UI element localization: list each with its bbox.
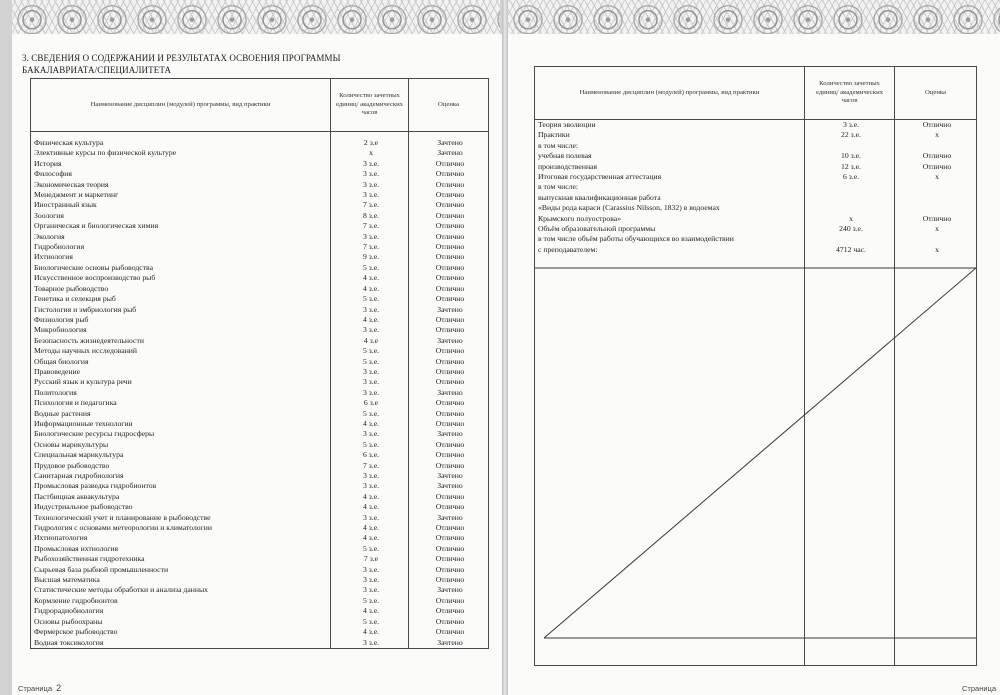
credits-cell	[805, 234, 895, 244]
grade-cell: Отлично	[409, 346, 489, 356]
table-header-row	[535, 67, 977, 120]
discipline-name-cell: Физиология рыб	[31, 315, 331, 325]
grade-cell: Отлично	[409, 252, 489, 262]
grade-cell: Отлично	[409, 159, 489, 169]
grade-cell: Зачтено	[409, 138, 489, 148]
grade-cell: Отлично	[895, 162, 977, 172]
header-discipline-name: Наименование дисциплин (модулей) программы, вид практики	[31, 79, 331, 132]
disciplines-table-right	[534, 66, 977, 666]
credits-cell: 3 з.е.	[331, 565, 409, 575]
header-grade: Оценка	[409, 79, 489, 132]
table-row	[31, 200, 489, 210]
discipline-name-cell: Философия	[31, 169, 331, 179]
credits-cell: 3 з.е.	[331, 377, 409, 387]
grade-cell: Отлично	[895, 120, 977, 131]
table-row	[31, 148, 489, 158]
table-row	[31, 232, 489, 242]
page-footer-left	[18, 683, 61, 693]
credits-cell: 6 з.е.	[331, 450, 409, 460]
credits-cell: 4 з.е.	[331, 627, 409, 637]
grade-cell: Отлично	[409, 450, 489, 460]
credits-cell: 3 з.е.	[331, 513, 409, 523]
page-label: Страница	[962, 684, 996, 693]
table-row	[31, 523, 489, 533]
credits-cell: 4 з.е.	[331, 315, 409, 325]
credits-cell: 7 з.е.	[331, 461, 409, 471]
credits-cell: 3 з.е.	[331, 180, 409, 190]
table-row	[535, 141, 977, 151]
credits-cell: 4 з.е.	[331, 284, 409, 294]
table-row	[31, 409, 489, 419]
table-row	[31, 221, 489, 231]
table-row	[31, 294, 489, 304]
grade-cell: Отлично	[409, 242, 489, 252]
discipline-name-cell: Крымского полуострова»	[535, 214, 805, 224]
discipline-name-cell: Правоведение	[31, 367, 331, 377]
grade-cell: Отлично	[409, 502, 489, 512]
discipline-name-cell: Сырьевая база рыбной промышленности	[31, 565, 331, 575]
credits-cell	[805, 141, 895, 151]
grade-cell: Отлично	[409, 617, 489, 627]
credits-cell: 3 з.е.	[331, 388, 409, 398]
credits-cell: х	[331, 148, 409, 158]
grade-cell: Зачтено	[409, 513, 489, 523]
credits-cell: 5 з.е.	[331, 617, 409, 627]
grade-cell: Отлично	[895, 214, 977, 224]
table-row	[535, 193, 977, 203]
table-row	[31, 513, 489, 523]
discipline-name-cell: Основы марикультуры	[31, 440, 331, 450]
grade-cell: Отлично	[409, 263, 489, 273]
table-row	[31, 502, 489, 512]
grade-cell: Отлично	[409, 325, 489, 335]
credits-cell: 4712 час.	[805, 245, 895, 255]
discipline-name-cell: Практики	[535, 130, 805, 140]
discipline-name-cell: в том числе объём работы обучающихся во взаимодействии	[535, 234, 805, 244]
discipline-name-cell: Биологические ресурсы гидросферы	[31, 429, 331, 439]
grade-cell: Отлично	[409, 492, 489, 502]
grade-cell: Отлично	[409, 554, 489, 564]
credits-cell	[805, 182, 895, 192]
table-row	[31, 638, 489, 649]
credits-cell: х	[805, 214, 895, 224]
discipline-name-cell: Рыбохозяйственная гидротехника	[31, 554, 331, 564]
grade-cell: Отлично	[409, 565, 489, 575]
discipline-name-cell: Гидробиология	[31, 242, 331, 252]
grade-cell: Отлично	[409, 544, 489, 554]
credits-cell: 3 з.е.	[331, 471, 409, 481]
table-row	[31, 190, 489, 200]
discipline-name-cell: Физическая культура	[31, 138, 331, 148]
discipline-name-cell: Теория эволюции	[535, 120, 805, 131]
discipline-name-cell: Фермерское рыбоводство	[31, 627, 331, 637]
credits-cell: 3 з.е.	[331, 481, 409, 491]
table-row	[31, 357, 489, 367]
discipline-name-cell: Экономическая теория	[31, 180, 331, 190]
discipline-name-cell: Статистические методы обработки и анализа данных	[31, 585, 331, 595]
table-row	[31, 325, 489, 335]
empty-cell	[805, 255, 895, 665]
header-credits: Количество зачетных единиц/ академических часов	[331, 79, 409, 132]
grade-cell: Отлично	[409, 533, 489, 543]
grade-cell: Зачтено	[409, 471, 489, 481]
table-filler-row	[535, 255, 977, 665]
credits-cell	[805, 203, 895, 213]
credits-cell: 7 з.е.	[331, 242, 409, 252]
credits-cell: 9 з.е.	[331, 252, 409, 262]
table-row	[31, 492, 489, 502]
discipline-name-cell: Микробиология	[31, 325, 331, 335]
credits-cell: 7 з.е.	[331, 200, 409, 210]
table-row	[535, 130, 977, 140]
grade-cell: Отлично	[409, 294, 489, 304]
empty-cell	[895, 255, 977, 665]
table-row	[31, 461, 489, 471]
credits-cell: 5 з.е.	[331, 409, 409, 419]
credits-cell: 3 з.е.	[331, 638, 409, 649]
credits-cell: 5 з.е.	[331, 346, 409, 356]
table-row	[31, 336, 489, 346]
table-row	[31, 367, 489, 377]
discipline-name-cell: Зоология	[31, 211, 331, 221]
table-row	[31, 554, 489, 564]
credits-cell: 8 з.е.	[331, 211, 409, 221]
grade-cell: Отлично	[409, 409, 489, 419]
grade-cell: Отлично	[409, 211, 489, 221]
grade-cell: Отлично	[409, 315, 489, 325]
credits-cell: 4 з.е	[331, 336, 409, 346]
table-row	[535, 224, 977, 234]
grade-cell: Отлично	[409, 367, 489, 377]
discipline-name-cell: Органическая и биологическая химия	[31, 221, 331, 231]
table-row	[535, 120, 977, 131]
grade-cell: Отлично	[409, 440, 489, 450]
credits-cell: 4 з.е.	[331, 419, 409, 429]
grade-cell: Отлично	[409, 273, 489, 283]
credits-cell: 3 з.е.	[331, 232, 409, 242]
grade-cell: Зачтено	[409, 429, 489, 439]
table-row	[31, 575, 489, 585]
credits-cell: 5 з.е.	[331, 440, 409, 450]
discipline-name-cell: Безопасность жизнедеятельности	[31, 336, 331, 346]
discipline-name-cell: Индустриальное рыбоводство	[31, 502, 331, 512]
guilloche-border-left	[12, 0, 500, 35]
credits-cell: 4 з.е.	[331, 533, 409, 543]
discipline-name-cell: Пастбищная аквакультура	[31, 492, 331, 502]
table-row	[31, 398, 489, 408]
grade-cell: Зачтено	[409, 148, 489, 158]
grade-cell: Отлично	[409, 232, 489, 242]
grade-cell: Отлично	[409, 180, 489, 190]
table-row	[535, 245, 977, 255]
grade-cell: Отлично	[409, 606, 489, 616]
discipline-name-cell: производственная	[535, 162, 805, 172]
table-row	[535, 151, 977, 161]
table-row	[31, 544, 489, 554]
grade-cell: х	[895, 130, 977, 140]
table-row	[535, 172, 977, 182]
discipline-name-cell: Методы научных исследований	[31, 346, 331, 356]
grade-cell: Зачтено	[409, 336, 489, 346]
grade-cell: Зачтено	[409, 388, 489, 398]
grade-cell: Отлично	[409, 284, 489, 294]
discipline-name-cell: Водная токсикология	[31, 638, 331, 649]
discipline-name-cell: Гидрология с основами метеорологии и климатологии	[31, 523, 331, 533]
grade-cell: Отлично	[409, 419, 489, 429]
header-discipline-name: Наименование дисциплин (модулей) программы, вид практики	[535, 67, 805, 120]
table-header-row	[31, 79, 489, 132]
table-row	[31, 346, 489, 356]
credits-cell: 3 з.е.	[331, 305, 409, 315]
table-row	[31, 138, 489, 148]
credits-cell: 5 з.е.	[331, 263, 409, 273]
page-number: 2	[56, 683, 62, 693]
table-row	[31, 169, 489, 179]
discipline-name-cell: Гистология и эмбриология рыб	[31, 305, 331, 315]
discipline-name-cell: Итоговая государственная аттестация	[535, 172, 805, 182]
table-row	[535, 162, 977, 172]
discipline-name-cell: учебная полевая	[535, 151, 805, 161]
discipline-name-cell: Искусственное воспроизводство рыб	[31, 273, 331, 283]
discipline-name-cell: в том числе:	[535, 182, 805, 192]
empty-cell	[535, 255, 805, 665]
discipline-name-cell: Ихтиопатология	[31, 533, 331, 543]
credits-cell: 2 з.е	[331, 138, 409, 148]
discipline-name-cell: Специальная марикультура	[31, 450, 331, 460]
credits-cell: 3 з.е.	[331, 159, 409, 169]
grade-cell	[895, 141, 977, 151]
credits-cell: 3 з.е.	[331, 429, 409, 439]
grade-cell: х	[895, 224, 977, 234]
discipline-name-cell: Прудовое рыбоводство	[31, 461, 331, 471]
discipline-name-cell: Информационные технологии	[31, 419, 331, 429]
table-row	[31, 606, 489, 616]
credits-cell: 3 з.е.	[331, 575, 409, 585]
grade-cell: Зачтено	[409, 585, 489, 595]
credits-cell: 5 з.е.	[331, 357, 409, 367]
discipline-name-cell: Водные растения	[31, 409, 331, 419]
discipline-name-cell: Элективные курсы по физической культуре	[31, 148, 331, 158]
table-row	[31, 211, 489, 221]
credits-cell: 3 з.е.	[331, 190, 409, 200]
table-row	[31, 284, 489, 294]
credits-cell: 240 з.е.	[805, 224, 895, 234]
grade-cell	[895, 234, 977, 244]
table-row	[31, 263, 489, 273]
table-row	[31, 440, 489, 450]
credits-cell: 10 з.е.	[805, 151, 895, 161]
credits-cell: 7 з.е	[331, 554, 409, 564]
grade-cell	[895, 193, 977, 203]
table-row	[31, 429, 489, 439]
credits-cell: 4 з.е.	[331, 492, 409, 502]
credits-cell	[805, 193, 895, 203]
table-row	[31, 450, 489, 460]
credits-cell: 5 з.е.	[331, 294, 409, 304]
discipline-name-cell: Технологический учет и планирование в рыбоводстве	[31, 513, 331, 523]
discipline-name-cell: выпускная квалификационная работа	[535, 193, 805, 203]
discipline-name-cell: История	[31, 159, 331, 169]
table-row	[535, 182, 977, 192]
credits-cell: 4 з.е.	[331, 502, 409, 512]
table-row	[31, 388, 489, 398]
credits-cell: 3 з.е.	[331, 367, 409, 377]
table-row	[31, 565, 489, 575]
table-row	[31, 617, 489, 627]
table-row	[31, 305, 489, 315]
grade-cell: Отлично	[409, 169, 489, 179]
credits-cell: 22 з.е.	[805, 130, 895, 140]
credits-cell: 6 з.е	[331, 398, 409, 408]
table-row	[31, 252, 489, 262]
discipline-name-cell: Санитарная гидробиология	[31, 471, 331, 481]
discipline-name-cell: Промысловая разведка гидробионтов	[31, 481, 331, 491]
discipline-name-cell: «Виды рода караси (Carassius Nilsson, 1832) в водоемах	[535, 203, 805, 213]
discipline-name-cell: Биологические основы рыбоводства	[31, 263, 331, 273]
credits-cell: 3 з.е.	[805, 120, 895, 131]
discipline-name-cell: Ихтиология	[31, 252, 331, 262]
credits-cell: 3 з.е.	[331, 585, 409, 595]
header-credits: Количество зачетных единиц/ академических часов	[805, 67, 895, 120]
discipline-name-cell: Русский язык и культура речи	[31, 377, 331, 387]
discipline-name-cell: Кормление гидробионтов	[31, 596, 331, 606]
header-grade: Оценка	[895, 67, 977, 120]
table-row	[31, 627, 489, 637]
discipline-name-cell: Объём образовательной программы	[535, 224, 805, 234]
discipline-name-cell: Менеджмент и маркетинг	[31, 190, 331, 200]
discipline-name-cell: Политология	[31, 388, 331, 398]
grade-cell: Зачтено	[409, 305, 489, 315]
credits-cell: 6 з.е.	[805, 172, 895, 182]
table-row	[31, 315, 489, 325]
grade-cell: Отлично	[409, 190, 489, 200]
credits-cell: 7 з.е.	[331, 221, 409, 231]
grade-cell: Отлично	[409, 596, 489, 606]
discipline-name-cell: Общая биология	[31, 357, 331, 367]
credits-cell: 4 з.е.	[331, 606, 409, 616]
grade-cell: Отлично	[895, 151, 977, 161]
grade-cell: х	[895, 245, 977, 255]
grade-cell: Отлично	[409, 627, 489, 637]
table-row	[31, 596, 489, 606]
table-row	[31, 377, 489, 387]
discipline-name-cell: Экология	[31, 232, 331, 242]
table-row	[31, 471, 489, 481]
table-row	[31, 273, 489, 283]
table-row	[31, 159, 489, 169]
page-footer-right	[962, 684, 996, 693]
credits-cell: 4 з.е.	[331, 273, 409, 283]
grade-cell: Отлично	[409, 523, 489, 533]
grade-cell: Отлично	[409, 461, 489, 471]
grade-cell	[895, 182, 977, 192]
grade-cell: Отлично	[409, 357, 489, 367]
grade-cell: Отлично	[409, 398, 489, 408]
discipline-name-cell: Высшая математика	[31, 575, 331, 585]
table-row	[31, 419, 489, 429]
grade-cell: Отлично	[409, 200, 489, 210]
table-row	[31, 180, 489, 190]
grade-cell: Отлично	[409, 221, 489, 231]
credits-cell: 3 з.е.	[331, 325, 409, 335]
grade-cell: Зачтено	[409, 481, 489, 491]
credits-cell: 3 з.е.	[331, 169, 409, 179]
discipline-name-cell: Промысловая ихтиология	[31, 544, 331, 554]
table-row	[31, 481, 489, 491]
discipline-name-cell: Иностранный язык	[31, 200, 331, 210]
table-row	[31, 533, 489, 543]
discipline-name-cell: Товарное рыбоводство	[31, 284, 331, 294]
guilloche-border-right	[508, 0, 1000, 35]
credits-cell: 5 з.е.	[331, 596, 409, 606]
credits-cell: 12 з.е.	[805, 162, 895, 172]
discipline-name-cell: Основы рыбоохраны	[31, 617, 331, 627]
table-row	[31, 585, 489, 595]
grade-cell: Зачтено	[409, 638, 489, 649]
disciplines-table-left	[30, 78, 489, 649]
table-row	[535, 214, 977, 224]
discipline-name-cell: Гидрорадиобиология	[31, 606, 331, 616]
table-row	[535, 203, 977, 213]
discipline-name-cell: Психология и педагогика	[31, 398, 331, 408]
table-row	[535, 234, 977, 244]
grade-cell: Отлично	[409, 575, 489, 585]
credits-cell: 4 з.е.	[331, 523, 409, 533]
table-row	[31, 242, 489, 252]
discipline-name-cell: с преподавателем:	[535, 245, 805, 255]
grade-cell: Отлично	[409, 377, 489, 387]
discipline-name-cell: в том числе:	[535, 141, 805, 151]
page-label: Страница	[18, 684, 52, 693]
discipline-name-cell: Генетика и селекция рыб	[31, 294, 331, 304]
section-title: 3. СВЕДЕНИЯ О СОДЕРЖАНИИ И РЕЗУЛЬТАТАХ ОСВОЕНИЯ ПРОГРАММЫ БАКАЛАВРИАТА/СПЕЦИАЛИТЕТА	[22, 53, 341, 75]
grade-cell	[895, 203, 977, 213]
grade-cell: х	[895, 172, 977, 182]
credits-cell: 5 з.е.	[331, 544, 409, 554]
